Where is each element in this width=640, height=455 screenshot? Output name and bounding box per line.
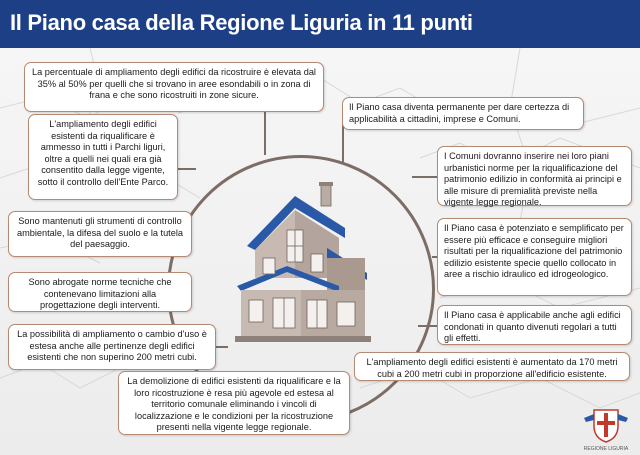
infographic-canvas (0, 48, 640, 455)
point-text: Il Piano casa è applicabile anche agli edifici condonati in quanto divenuti regolari a tutti gli effetti. (444, 310, 621, 344)
logo-text: REGIONE LIGURIA (583, 446, 629, 452)
point-text: L'ampliamento degli edifici esistenti da riqualificare è ammesso in tutti i Parchi liguri, oltre a quelli nei quali era già consentito dalla legge vigente, sotto il controllo dell'Ente Parco. (37, 119, 169, 187)
connector-line (264, 112, 266, 155)
point-box-8 (437, 305, 632, 345)
point-box-10 (354, 352, 630, 381)
point-box-2 (28, 114, 178, 200)
connector-line (412, 176, 437, 178)
point-text: Il Piano casa è potenziato e semplificato per essere più efficace e conseguire migliori risultati per la riqualificazione del patrimonio edilizio esistente specie quello collocato in aree a rischio idraulico ed idrogeologico. (444, 223, 624, 280)
point-box-9 (8, 324, 216, 370)
connector-line (178, 168, 196, 170)
point-box-5 (8, 211, 192, 257)
point-text: L'ampliamento degli edifici esistenti è aumentato da 170 metri cubi a 200 metri cubi in proporzione all'edificio esistente. (366, 357, 618, 379)
point-box-4 (437, 146, 632, 206)
point-box-3 (342, 97, 584, 130)
point-text: La demolizione di edifici esistenti da riqualificare e la loro ricostruzione è resa più agevole ed estesa al territorio comunale eliminando i vincoli di localizzazione e le condizioni per la ricostruzione presenti nella vigente legge regionale. (127, 376, 341, 433)
point-text: La possibilità di ampliamento o cambio d'uso è estesa anche alle pertinenze degli edifici esistenti che non superino 200 metri cubi. (17, 329, 207, 363)
point-box-1 (24, 62, 324, 112)
regione-liguria-crest-icon (580, 408, 632, 444)
point-box-6 (437, 218, 632, 296)
regione-liguria-logo (580, 408, 632, 452)
point-text: Sono mantenuti gli strumenti di controllo ambientale, la difesa del suolo e la tutela del paesaggio. (17, 216, 183, 250)
connector-line (418, 325, 437, 327)
house-illustration (227, 178, 377, 348)
page-title: Il Piano casa della Regione Liguria in 11 punti (10, 10, 473, 35)
header-bar (0, 0, 640, 48)
point-text: I Comuni dovranno inserire nei loro piani urbanistici norme per la riqualificazione del patrimonio edilizio in conformità ai principi e alle misure di premialità previste nella vigente legge regionale. (444, 151, 622, 208)
point-text: Sono abrogate norme tecniche che contenevano limitazioni alla progettazione degli interventi. (28, 277, 172, 311)
point-box-11 (118, 371, 350, 435)
point-text: La percentuale di ampliamento degli edifici da ricostruire è elevata dal 35% al 50% per quelli che si trovano in aree esondabili o in zona di frana e che sono ricostruiti in zone sicure. (32, 67, 316, 101)
point-box-7 (8, 272, 192, 312)
point-text: Il Piano casa diventa permanente per dare certezza di applicabilità a cittadini, imprese e Comuni. (349, 102, 570, 124)
